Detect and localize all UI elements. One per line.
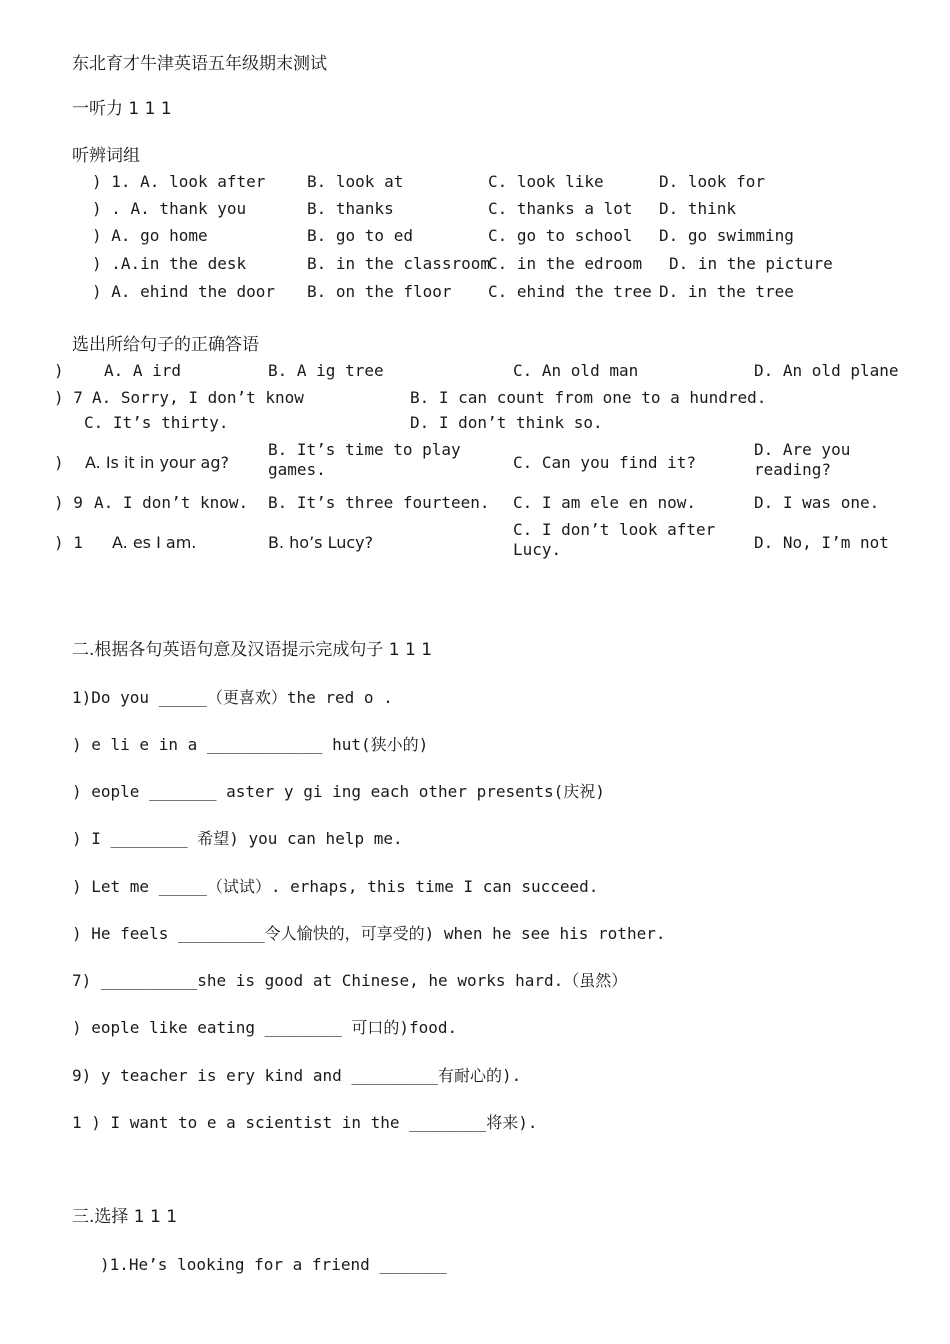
part-b-row-2-d: D. I don’t think so. — [410, 413, 603, 432]
fill-item-10: 1 ) I want to e a scientist in the ________将来). — [72, 1113, 538, 1132]
part-a-row-5-b: B. on the floor — [307, 282, 452, 301]
part-b-row-4-d: D. I was one. — [754, 493, 880, 512]
part-b-row-2-num: ) 7 — [54, 388, 83, 407]
part-b-row-3-b: B. It’s time to play games. — [268, 440, 461, 479]
part-b-row-3-a: A. Is it in your ag? — [85, 453, 229, 472]
part-a-row-2-d: D. think — [659, 199, 737, 218]
fill-item-9: 9) y teacher is ery kind and _________有耐心的). — [72, 1066, 522, 1085]
fill-item-1: 1)Do you _____（更喜欢）the red o . — [72, 688, 393, 707]
fill-item-2: ) e li e in a ____________ hut(狭小的) — [72, 735, 429, 754]
fill-item-8: ) eople like eating ________ 可口的)food. — [72, 1018, 458, 1037]
part-a-row-1-a: ) 1. A. look after — [92, 172, 266, 191]
part-b-row-5-a: A. es I am. — [112, 533, 197, 552]
fill-item-6: ) He feels _________令人愉快的，可享受的) when he see his rother. — [72, 924, 666, 943]
part-a-row-4-b: B. in the classroom — [307, 254, 491, 273]
part-b-row-2-b: B. I can count from one to a hundred. — [410, 388, 767, 407]
part-b-row-1-a: A. A ird — [104, 361, 182, 380]
part-a-row-5-d: D. in the tree — [659, 282, 794, 301]
part-a-row-1-c: C. look like — [488, 172, 604, 191]
part-b-row-1-b: B. A ig tree — [268, 361, 384, 380]
part-b-row-1-num: ) — [54, 361, 64, 380]
part-a-row-2-a: ) . A. thank you — [92, 199, 247, 218]
fill-item-4: ) I ________ 希望) you can help me. — [72, 829, 403, 848]
part-a-row-1-d: D. look for — [659, 172, 765, 191]
choice-item-1: )1.He’s looking for a friend _______ — [100, 1255, 447, 1274]
part-b-row-5-b: B. ho’s Lucy? — [268, 533, 374, 552]
part-a-row-2-c: C. thanks a lot — [488, 199, 633, 218]
part-b-row-4-b: B. It’s three fourteen. — [268, 493, 490, 512]
fill-item-7: 7) __________she is good at Chinese, he works hard.（虽然） — [72, 971, 628, 990]
part-b-row-4-a: A. I don’t know. — [94, 493, 249, 512]
part-b-row-3-c: C. Can you find it? — [513, 453, 697, 472]
section2-heading: 二.根据各句英语句意及汉语提示完成句子 1 1 1 — [72, 640, 433, 660]
part-b-row-4-c: C. I am ele en now. — [513, 493, 697, 512]
part-a-row-1-b: B. look at — [307, 172, 404, 191]
part-a-row-5-a: ) A. ehind the door — [92, 282, 276, 301]
part-b-row-3-num: ) — [54, 453, 64, 472]
part-a-row-4-c: C. in the edroom — [488, 254, 643, 273]
part-b-row-4-num: ) 9 — [54, 493, 83, 512]
part-a-row-3-b: B. go to ed — [307, 226, 413, 245]
page-title: 东北育才牛津英语五年级期末测试 — [72, 54, 327, 74]
part-a-row-3-a: ) A. go home — [92, 226, 208, 245]
part-b-row-5-d: D. No, I’m not — [754, 533, 889, 552]
part-b-row-1-c: C. An old man — [513, 361, 639, 380]
part-b-row-3-d: D. Are you reading? — [754, 440, 851, 479]
part-b-row-2-c: C. It’s thirty. — [84, 413, 229, 432]
part-b-heading: 选出所给句子的正确答语 — [72, 335, 259, 355]
fill-item-5: ) Let me _____（试试）. erhaps, this time I can succeed. — [72, 877, 599, 896]
part-a-heading: 听辨词组 — [72, 146, 140, 166]
section3-heading: 三.选择 1 1 1 — [72, 1207, 178, 1227]
part-a-row-3-d: D. go swimming — [659, 226, 794, 245]
part-a-row-3-c: C. go to school — [488, 226, 633, 245]
part-b-row-5-c: C. I don’t look after Lucy. — [513, 520, 716, 559]
part-b-row-5-num: ) 1 — [54, 533, 83, 552]
part-a-row-4-d: D. in the picture — [669, 254, 833, 273]
part-b-row-1-d: D. An old plane — [754, 361, 899, 380]
fill-item-3: ) eople _______ aster y gi ing each other presents(庆祝) — [72, 782, 605, 801]
part-a-row-5-c: C. ehind the tree — [488, 282, 652, 301]
section1-heading: 一听力 1 1 1 — [72, 99, 172, 119]
part-a-row-4-a: ) .A.in the desk — [92, 254, 247, 273]
part-b-row-2-a: A. Sorry, I don’t know — [92, 388, 304, 407]
part-a-row-2-b: B. thanks — [307, 199, 394, 218]
